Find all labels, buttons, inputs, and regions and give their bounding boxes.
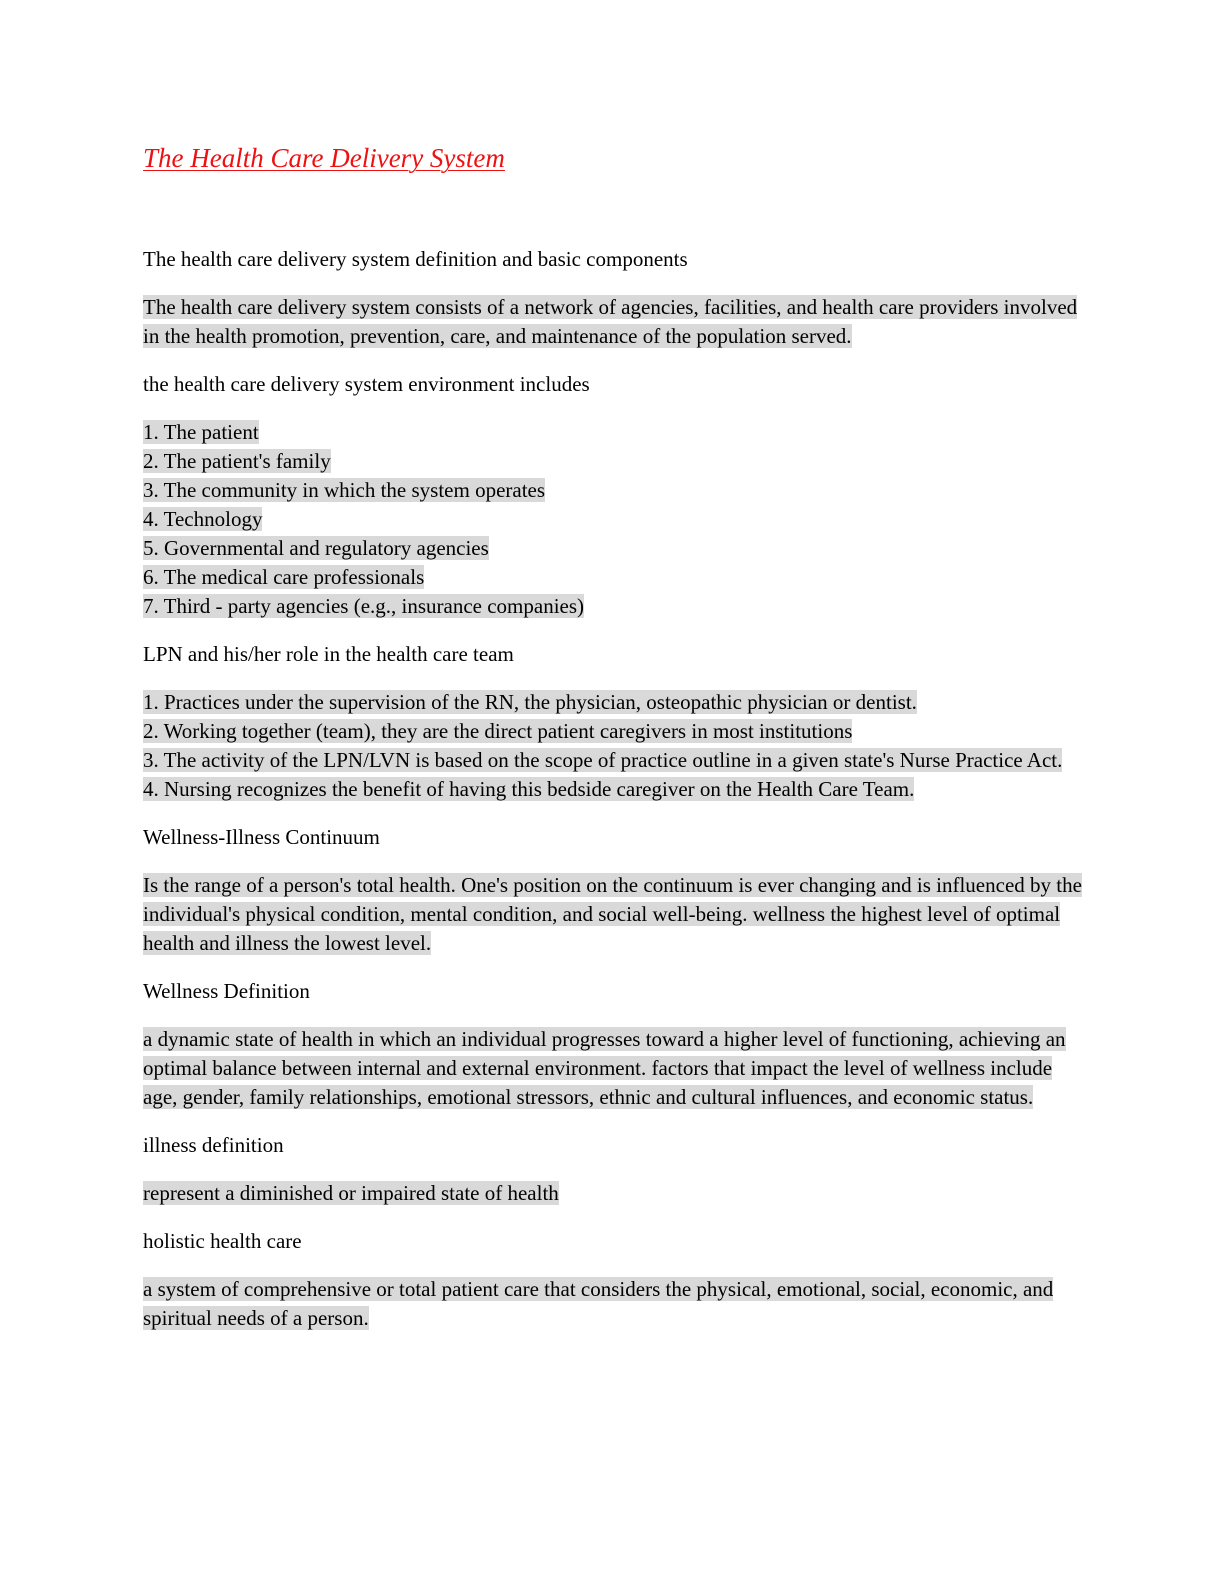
answer-holistic-health-care <box>143 1275 1083 1333</box>
question-environment-includes: the health care delivery system environment includes <box>143 372 590 396</box>
list-item: 6. The medical care professionals <box>143 565 425 589</box>
document-title: The Health Care Delivery System <box>143 143 505 173</box>
question-wellness-illness-continuum: Wellness-Illness Continuum <box>143 825 380 849</box>
question-wellness-definition: Wellness Definition <box>143 979 310 1003</box>
list-item: 4. Nursing recognizes the benefit of having this bedside caregiver on the Health Care Team. <box>143 777 915 801</box>
list-item: 4. Technology <box>143 507 263 531</box>
answer-wellness-illness-continuum <box>143 871 1083 958</box>
question-illness-definition: illness definition <box>143 1133 284 1157</box>
list-item: 2. The patient's family <box>143 449 331 473</box>
answer-text: The health care delivery system consists of a network of agencies, facilities, and health care providers involved in the health promotion, prevention, care, and maintenance of the population served. <box>143 295 1078 348</box>
answer-text: a dynamic state of health in which an individual progresses toward a higher level of functioning, achieving an optimal balance between internal and external environment. factors that impact the level of wellness include age, gender, family relationships, emotional stressors, ethnic and cultural influences, and economic status. <box>143 1027 1066 1109</box>
list-item: 7. Third - party agencies (e.g., insurance companies) <box>143 594 585 618</box>
list-item: 1. The patient <box>143 420 259 444</box>
question-holistic-health-care: holistic health care <box>143 1229 302 1253</box>
list-item: 1. Practices under the supervision of the RN, the physician, osteopathic physician or dentist. <box>143 690 917 714</box>
list-item: 3. The community in which the system operates <box>143 478 546 502</box>
answer-wellness-definition <box>143 1025 1083 1112</box>
answer-health-care-delivery-definition <box>143 293 1083 351</box>
question-lpn-role: LPN and his/her role in the health care team <box>143 642 514 666</box>
question-health-care-delivery-definition: The health care delivery system definition and basic components <box>143 247 688 271</box>
answer-illness-definition <box>143 1179 1083 1208</box>
document-body <box>143 245 1083 1352</box>
answer-text: represent a diminished or impaired state of health <box>143 1181 559 1205</box>
environment-list <box>143 418 1083 621</box>
list-item: 5. Governmental and regulatory agencies <box>143 536 489 560</box>
answer-text: a system of comprehensive or total patient care that considers the physical, emotional, social, economic, and spiritual needs of a person. <box>143 1277 1054 1330</box>
list-item: 2. Working together (team), they are the direct patient caregivers in most institutions <box>143 719 853 743</box>
list-item: 3. The activity of the LPN/LVN is based on the scope of practice outline in a given state's Nurse Practice Act. <box>143 748 1063 772</box>
lpn-role-list <box>143 688 1083 804</box>
answer-text: Is the range of a person's total health. One's position on the continuum is ever changing and is influenced by the individual's physical condition, mental condition, and social well-being. wellness the highest level of optimal health and illness the lowest level. <box>143 873 1082 955</box>
